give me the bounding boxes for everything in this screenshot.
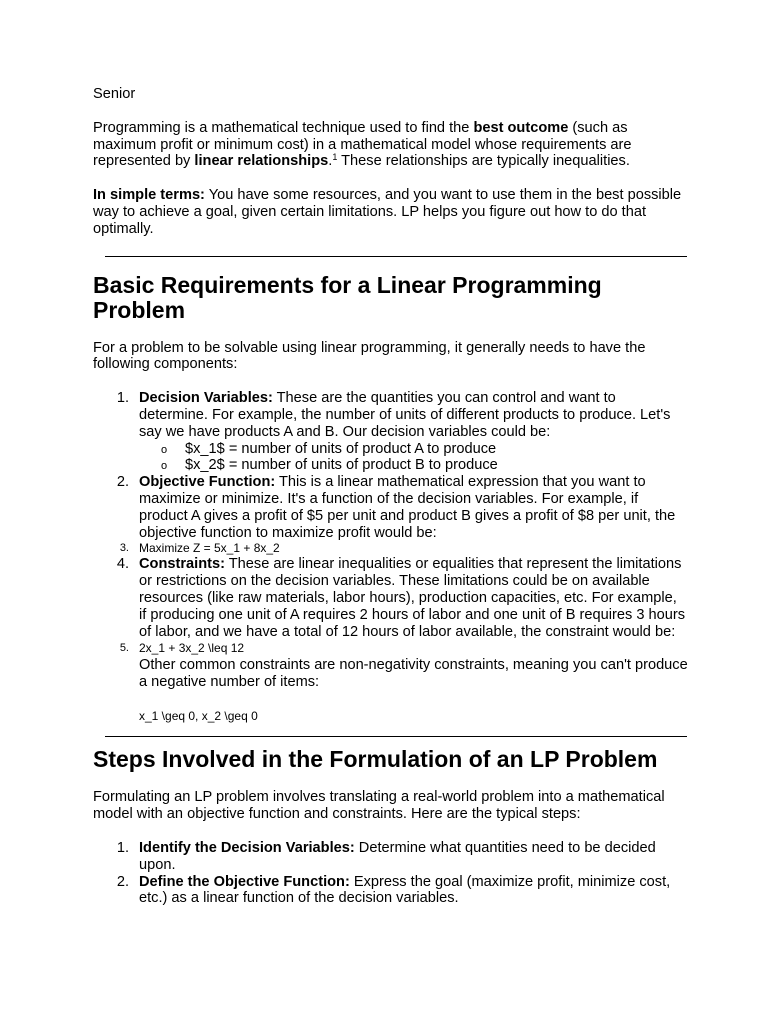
non-negativity-formula: x_1 \geq 0, x_2 \geq 0 xyxy=(139,708,258,723)
list-item xyxy=(93,390,688,474)
list-item xyxy=(93,556,688,640)
list-number: 2. xyxy=(116,474,129,491)
list-item-label: Identify the Decision Variables: xyxy=(139,839,355,856)
document-page xyxy=(93,86,688,907)
intro-text: . xyxy=(328,153,333,170)
list-item-label: Define the Objective Function: xyxy=(139,873,350,890)
list-item-label: Constraints: xyxy=(139,556,225,573)
horizontal-divider xyxy=(105,256,687,257)
horizontal-divider xyxy=(105,736,687,737)
list-item xyxy=(93,541,688,556)
list-item xyxy=(93,874,688,908)
section2-list xyxy=(93,840,688,907)
list-number: 3. xyxy=(119,542,129,555)
list-number: 5. xyxy=(119,642,129,655)
simple-terms-label: In simple terms: xyxy=(93,187,205,204)
intro-bold-best-outcome: best outcome xyxy=(473,119,569,136)
simple-terms-paragraph xyxy=(93,187,688,237)
sub-list-item xyxy=(139,457,688,474)
intro-paragraph xyxy=(93,120,688,170)
list-item-label: Objective Function: xyxy=(139,474,276,491)
simple-terms-text: You have some resources, and you want to use them in the best possible way to achieve a goal, given certain limitations. LP helps you figure out how to do that optimally. xyxy=(93,187,682,237)
list-number: 2. xyxy=(116,873,129,890)
intro-bold-linear-relationships: linear relationships xyxy=(194,153,329,170)
sub-list-text: $x_2$ = number of units of product B to produce xyxy=(185,457,498,474)
list-item-text: These are linear inequalities or equalities that represent the limitations or restrictions on the decision variables. These limitations could be on available resources (like raw materials, labor hours), production capacities, etc. For example, if producing one unit of A requires 2 hours of labor and one unit of B requires 3 hours of labor, and we have a total of 12 hours of labor available, the constraint would be: xyxy=(139,556,685,640)
non-negativity-text: Other common constraints are non-negativity constraints, meaning you can't produce a negative number of items: xyxy=(139,657,688,690)
intro-text: (such as maximum profit or minimum cost) in a mathematical model whose requirements are represented by xyxy=(93,119,632,170)
sub-list-item xyxy=(139,441,688,458)
list-item-text: Determine what quantities need to be decided upon. xyxy=(139,839,656,873)
list-item-label: Decision Variables: xyxy=(139,390,273,407)
section1-intro: For a problem to be solvable using linear programming, it generally needs to have the following components: xyxy=(93,339,646,373)
list-number: 4. xyxy=(116,556,129,573)
circle-bullet-icon: o xyxy=(161,460,168,473)
objective-formula: Maximize Z = 5x_1 + 8x_2 xyxy=(139,541,280,556)
section2-intro: Formulating an LP problem involves translating a real-world problem into a mathematical model with an objective function and constraints. Here are the typical steps: xyxy=(93,789,665,823)
sub-list xyxy=(139,441,688,475)
intro-heading-line: Senior xyxy=(93,86,136,102)
list-item-text: This is a linear mathematical expression that you want to maximize or minimize. It's a function of the decision variables. For example, if product A gives a profit of $5 per unit and product B gives a profit of $8 per unit, the objective function to maximize profit would be: xyxy=(139,474,676,541)
list-item-text: These are the quantities you can control and want to determine. For example, the number of units of different products to produce. Let's say we have products A and B. Our decision variables could be: xyxy=(139,390,671,440)
section1-list xyxy=(93,390,688,724)
intro-text: These relationships are typically inequalities. xyxy=(337,153,630,170)
list-item-text: Express the goal (maximize profit, minimize cost, etc.) as a linear function of the decision variables. xyxy=(139,873,671,907)
list-item xyxy=(93,840,688,874)
list-number: 1. xyxy=(116,839,129,856)
list-item xyxy=(93,640,688,724)
footnote-marker[interactable]: 1 xyxy=(332,152,338,163)
list-item xyxy=(93,474,688,541)
constraint-formula: 2x_1 + 3x_2 \leq 12 xyxy=(139,641,245,656)
section2-title: Steps Involved in the Formulation of an LP Problem xyxy=(93,746,658,773)
section1-title: Basic Requirements for a Linear Programming Problem xyxy=(93,271,602,323)
sub-list-text: $x_1$ = number of units of product A to produce xyxy=(185,440,497,457)
circle-bullet-icon: o xyxy=(161,443,168,456)
intro-text: Programming is a mathematical technique used to find the xyxy=(93,119,474,136)
list-number: 1. xyxy=(116,390,129,407)
